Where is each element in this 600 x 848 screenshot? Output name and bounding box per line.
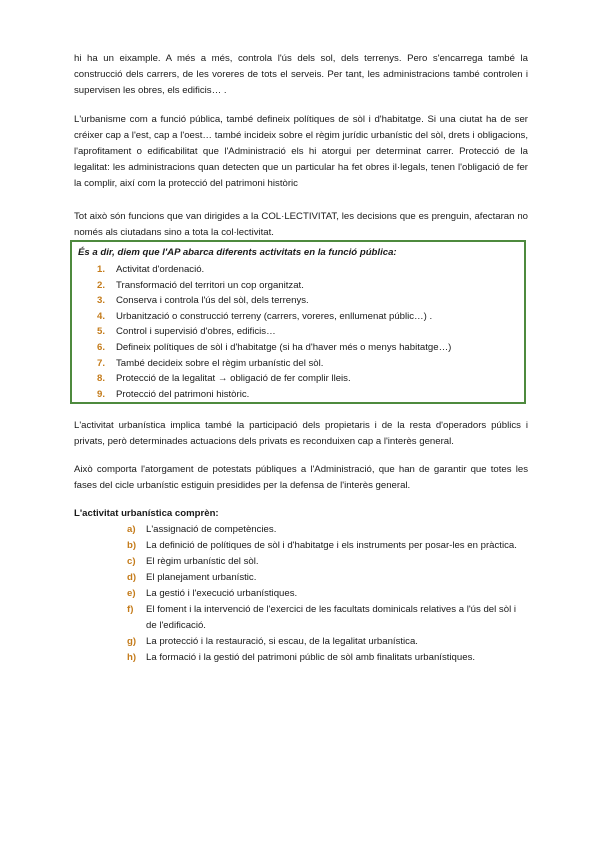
list-item <box>0 602 524 634</box>
list-item <box>0 538 524 554</box>
list-letter: b) <box>127 540 137 551</box>
paragraph-eixample: hi ha un eixample. A més a més, controla l'ús dels sol, dels terrenys. Pero s'encarrega també la construcció dels carrers, de les voreres de tots el serveis. Per tant, les administracions també controlen i supervisen les obres, els edificis… . <box>74 53 528 97</box>
list-item <box>72 309 451 325</box>
functions-box-title: És a dir, diem que l'AP abarca diferents activitats en la funció pública: <box>78 247 397 258</box>
list-number: 1. <box>97 264 106 275</box>
list-letter: d) <box>127 572 137 583</box>
paragraph-collectivitat: Tot això són funcions que van dirigides a la COL·LECTIVITAT, les decisions que es prenguin, afectaran no només als ciutadans sino a tota la col·lectivitat. <box>74 211 528 239</box>
functions-box <box>70 240 526 404</box>
list-number: 4. <box>97 310 106 322</box>
list-item <box>72 262 451 278</box>
list-item-text: La definició de polítiques de sòl i d'habitatge i els instruments per posar-les en pràctica. <box>146 540 517 551</box>
list-item-text: Protecció de la legalitat → obligació de fer complir lleis. <box>116 373 351 385</box>
list-item <box>72 387 451 403</box>
list-item-text: La gestió i l'execució urbanístiques. <box>146 588 298 599</box>
list-item-text: El planejament urbanístic. <box>146 572 257 583</box>
list-item-text: Transformació del territori un cop organitzat. <box>116 279 304 291</box>
list-letter: a) <box>127 524 136 535</box>
list-item <box>0 522 524 538</box>
list-item-text: Defineix polítiques de sòl i d'habitatge (si ha d'haver més o menys habitatge…) <box>116 341 452 353</box>
list-item <box>72 356 451 372</box>
list-item-text: L'assignació de competències. <box>146 524 277 535</box>
list-number: 2. <box>97 279 106 291</box>
activitat-list <box>0 522 600 666</box>
list-letter: h) <box>127 652 137 663</box>
list-number: 3. <box>97 295 106 307</box>
list-item <box>0 586 524 602</box>
list-item-text: La formació i la gestió del patrimoni públic de sòl amb finalitats urbanístiques. <box>146 652 476 663</box>
list-item-text: Protecció del patrimoni històric. <box>116 388 250 400</box>
list-item-text: El règim urbanístic del sòl. <box>146 556 259 567</box>
paragraph-urbanisme: L'urbanisme com a funció pública, també defineix polítiques de sòl i d'habitatge. Si una ciutat ha de ser créixer cap a l'est, cap a l'oest… també incideix sobre el règim jurídic urbanístic del sòl, drets i obligacions, l'aprofitament o edificabilitat que l'Administració els hi atorgui per determinat carrer. Protecció de la legalitat: les administracions quan detecten que un particular ha fet obres il·legals, tenen l'obligació de fer la complir, així com la protecció del patrimoni històric <box>74 114 528 190</box>
list-item <box>72 340 451 356</box>
list-item <box>72 371 451 387</box>
list-item-text: Activitat d'ordenació. <box>116 264 205 275</box>
paragraph-potestats: Això comporta l'atorgament de potestats públiques a l'Administració, que han de garantir que totes les fases del cicle urbanístic estiguin presidides per la defensa de l'interès general. <box>74 464 528 492</box>
list-item-text: També decideix sobre el règim urbanístic del sòl. <box>116 357 324 369</box>
list-letter: f) <box>127 604 134 615</box>
list-letter: g) <box>127 636 137 647</box>
list-item-text: Urbanització o construcció terreny (carrers, voreres, enllumenat públic…) . <box>116 310 433 322</box>
list-item <box>0 650 524 666</box>
list-item <box>0 634 524 650</box>
list-number: 9. <box>97 388 106 400</box>
section-heading: L'activitat urbanística comprèn: <box>74 508 219 519</box>
list-letter: e) <box>127 588 136 599</box>
list-item <box>72 278 451 294</box>
list-item <box>0 554 524 570</box>
list-number: 8. <box>97 373 106 385</box>
list-letter: c) <box>127 556 136 567</box>
list-number: 6. <box>97 341 106 353</box>
list-item-text: Control i supervisió d'obres, edificis… <box>116 326 276 338</box>
functions-list <box>72 262 451 402</box>
list-item <box>0 570 524 586</box>
list-item <box>72 293 451 309</box>
list-item-text: El foment i la intervenció de l'exercici de les facultats dominicals relatives a l'ús del sòl i de l'edificació. <box>146 604 516 631</box>
list-number: 7. <box>97 357 106 369</box>
list-item <box>72 324 451 340</box>
list-item-text: La protecció i la restauració, si escau, de la legalitat urbanística. <box>146 636 418 647</box>
list-item-text: Conserva i controla l'ús del sòl, dels terrenys. <box>116 295 309 307</box>
list-number: 5. <box>97 326 106 338</box>
paragraph-activitat: L'activitat urbanística implica també la participació dels propietaris i de la resta d'operadors públics i privats, però determinades actuacions dels privats es reconduixen cap a l'interès general. <box>74 420 528 448</box>
